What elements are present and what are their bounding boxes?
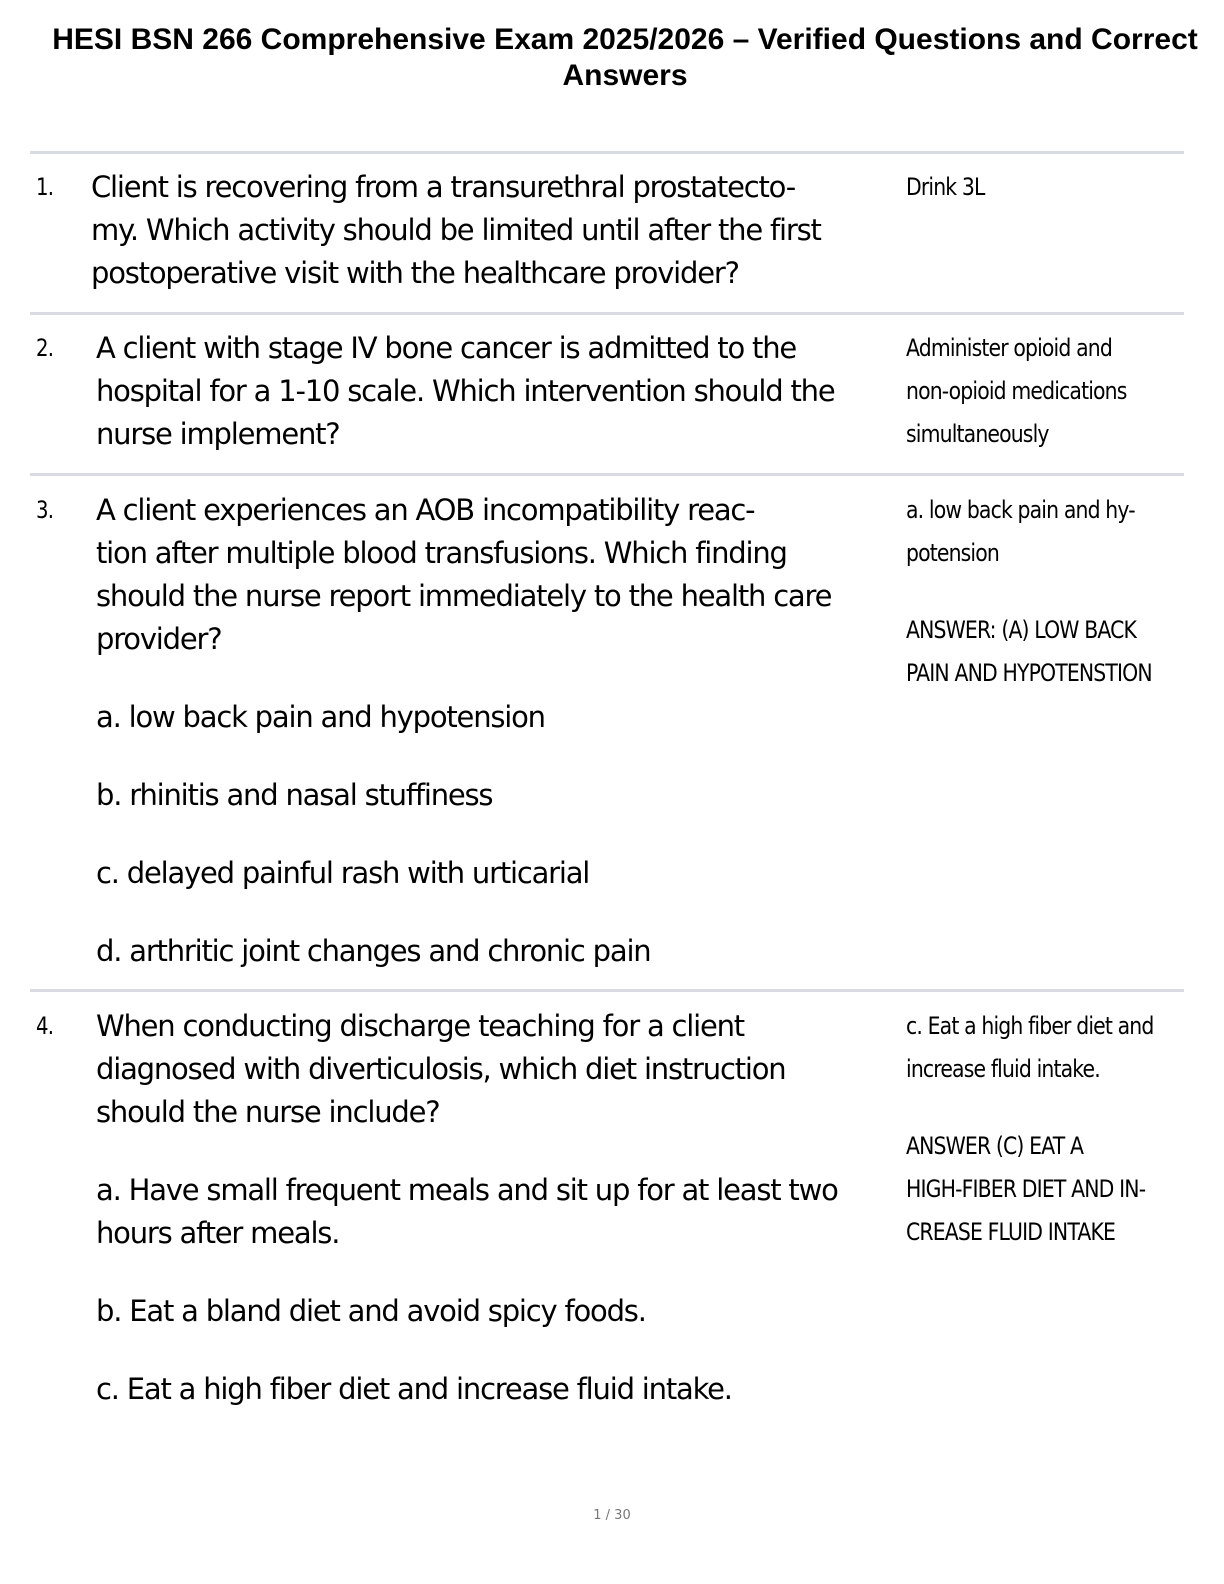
answer-line: increase fluid intake. (906, 1055, 1100, 1083)
answer (906, 489, 1171, 695)
question-line: should the nurse include? (96, 1095, 440, 1129)
answer-line: simultaneously (906, 420, 1049, 448)
divider (30, 151, 1184, 154)
answer (906, 327, 1171, 456)
question-line: hospital for a 1-10 scale. Which intervention should the (96, 374, 835, 408)
question-number: 3. (36, 496, 54, 524)
answer-line: c. Eat a high fiber diet and (906, 1012, 1154, 1040)
question-line: postoperative visit with the healthcare provider? (91, 256, 739, 290)
answer-key-line: HIGH-FIBER DIET AND IN- (906, 1175, 1146, 1203)
option-a: a. Have small frequent meals and sit up for at least two hours after meals. (96, 1173, 838, 1250)
question-number: 4. (36, 1012, 54, 1040)
question-line: tion after multiple blood transfusions. Which finding (96, 536, 787, 570)
question-text (96, 489, 896, 1008)
answer-key-line: PAIN AND HYPOTENSTION (906, 659, 1152, 687)
option-list (96, 696, 896, 973)
answer-line: non-opioid medications (906, 377, 1127, 405)
divider (30, 473, 1184, 476)
document-title: HESI BSN 266 Comprehensive Exam 2025/2026 – Verified Questions and Correct Answers (52, 23, 1198, 92)
answer-line: Administer opioid and (906, 334, 1112, 362)
answer-key-line: ANSWER: (A) LOW BACK (906, 616, 1137, 644)
option-c: c. Eat a high fiber diet and increase fluid intake. (96, 1372, 732, 1406)
option-a: a. low back pain and hypotension (96, 700, 545, 734)
question-line: should the nurse report immediately to the health care (96, 579, 832, 613)
question-line: When conducting discharge teaching for a client (96, 1009, 744, 1043)
question-line: A client with stage IV bone cancer is admitted to the (96, 331, 797, 365)
answer-key-line: CREASE FLUID INTAKE (906, 1218, 1116, 1246)
question-text (91, 166, 891, 295)
answer (906, 1005, 1171, 1254)
option-b: b. rhinitis and nasal stuffiness (96, 778, 493, 812)
question-line: diagnosed with diverticulosis, which diet instruction (96, 1052, 786, 1086)
answer-line: potension (906, 539, 999, 567)
question-line: A client experiences an AOB incompatibility reac- (96, 493, 755, 527)
question-line: provider? (96, 622, 222, 656)
question-line: Client is recovering from a transurethral prostatecto- (91, 170, 795, 204)
question-number: 1. (36, 173, 54, 201)
page-indicator: 1 / 30 (593, 1508, 631, 1523)
option-c: c. delayed painful rash with urticarial (96, 856, 590, 890)
answer-line: a. low back pain and hy- (906, 496, 1135, 524)
answer-line: Drink 3L (906, 173, 985, 201)
question-text (96, 1005, 896, 1446)
option-b: b. Eat a bland diet and avoid spicy foods. (96, 1294, 646, 1328)
question-text (96, 327, 896, 456)
answer (906, 166, 1171, 209)
question-number: 2. (36, 334, 54, 362)
option-list (96, 1169, 896, 1411)
divider (30, 989, 1184, 992)
divider (30, 312, 1184, 315)
answer-key-line: ANSWER (C) EAT A (906, 1132, 1084, 1160)
question-line: nurse implement? (96, 417, 340, 451)
option-d: d. arthritic joint changes and chronic pain (96, 934, 651, 968)
question-line: my. Which activity should be limited until after the first (91, 213, 821, 247)
